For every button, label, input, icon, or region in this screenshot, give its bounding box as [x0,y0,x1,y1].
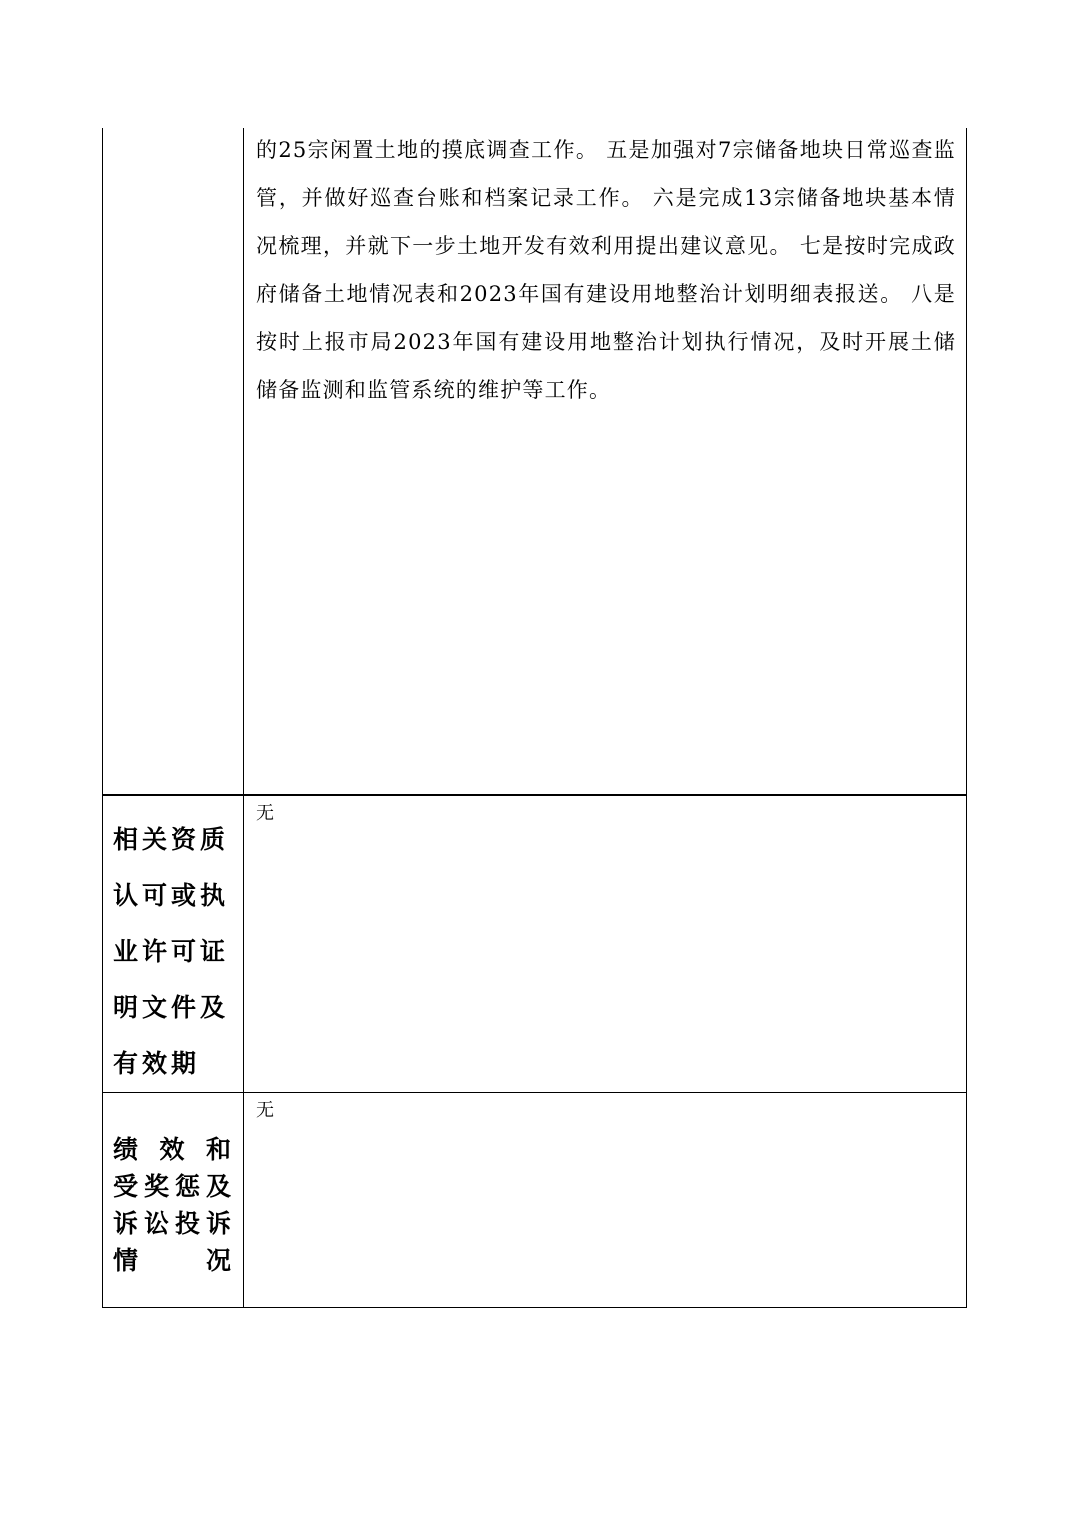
performance-value-cell [244,1093,967,1308]
performance-label-line-1: 绩 效 和 [113,1135,231,1164]
work-summary-cell [244,128,967,795]
qualification-label: 相关资质认可或执业许可证明文件及有效期 [113,825,230,1078]
performance-value: 无 [256,1100,274,1121]
performance-label [103,1093,243,1279]
table-row [103,128,967,795]
qualification-value: 无 [256,803,274,824]
performance-label-line-2: 受 奖 惩 及 [113,1172,231,1201]
info-table [102,128,967,1308]
performance-label-line-4: 情 况 [113,1246,231,1275]
table-row [103,795,967,1093]
qualification-value-cell [244,795,967,1093]
performance-label-line-3: 诉 讼 投 诉 [113,1209,231,1238]
row-label-empty [103,128,244,795]
performance-label-cell [103,1093,244,1308]
table-row [103,1093,967,1308]
work-summary-text: 的25宗闲置土地的摸底调查工作。 五是加强对7宗储备地块日常巡查监管，并做好巡查台账和档案记录工作。 六是完成13宗储备地块基本情况梳理，并就下一步土地开发有效利用提出建议意见。 七是按时完成政府储备土地情况表和2023年国有建设用地整治计划明细表报送。 八是按时上报市局2023年国有建设用地整治计划执行情况，及时开展土储储备监测和监管系统的维护等工作。 [256,138,956,402]
qualification-label-cell [103,795,244,1093]
